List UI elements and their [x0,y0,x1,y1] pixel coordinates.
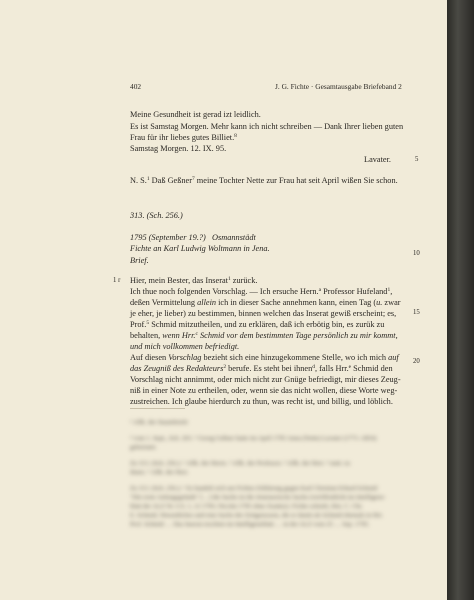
running-title: J. G. Fichte · Gesamtausgabe Briefeband 2 [275,82,402,91]
body-line: Hier, mein Bester, das Inserat$^1$ zurück. [130,276,258,285]
body-line: zustreichen. Ich glaube hierdurch zu thun, was recht ist, und billig, und löblich. [130,397,393,406]
footnote: ihnen. ⁵ Aflk. der Herr. [130,469,189,476]
footnote-rule [130,408,185,409]
footnote: Zu 313. (Sch. 256.): ¹ Aflk. der Herrn. ² Aflk. der Professor. ³ Aflk. der Herr. ⁴ statt: zu [130,460,351,467]
body-line: das Zeugniß des Redakteurs$^2$ berufe. Es steht bei ihnen$^d$, falls Hrr.$^e$ Schmid den [130,364,393,373]
letter-date: 1795 (September 19.?) Osmannstädt [130,233,256,242]
line-number: 10 [413,250,420,257]
letter-line: Samstag Morgen. 12. IX. 95. [130,144,227,153]
letter-line: Frau für ihr liebes gutes Billiet.$^8$ [130,133,237,142]
letter-number: 313. (Sch. 256.) [130,211,183,220]
body-line: Prof.$^5$ Schmid mitzutheilen, und zu erklären, daß ich erbötig bin, es zurük zu [130,320,385,329]
body-line: deßen Vermittelung allein ich in dieser Sache annehmen kann, einen Tag (u. zwar [130,298,401,307]
folio-marker: 1 r [113,277,121,284]
body-line: und mich vollkommen befriedigt. [130,342,240,351]
footnote: "Die erste Anfangsgründe" […] die Sache ist die Jenenserische Sache (veröffentlicht im Intelligenz- [130,494,386,501]
footnote: ² vom 1. Sept., Sch. 203. ³ Georg Geßner hatte im April 1795 Anna (Nette) Lavater (1771–1854) [130,435,377,442]
footnote: blatt der ALZ Nr. 6 S. 1, 12 1795; Nicolai 1795 ohne Zusätze). Fichte schrieb, Hrn. C. Chr. [130,503,363,510]
postscript: N. S.$^1$ Daß Geßner$^7$ meine Tochter Nette zur Frau hat seit April wißen Sie schon. [130,176,398,185]
body-line: Vorschlag nicht annimmt, oder mich nicht zur Gnüge befriedigt, mir dieses Zeug- [130,375,401,384]
book-gutter [447,0,474,600]
page-number: 402 [130,82,142,91]
footnote: geheiratet. [130,444,157,451]
footnote: Prof. Schmid … Das Inserat erschien im Intelligenzblatt … in der ALZ vom 25 … Sep. 1795. [130,521,370,528]
footnote: Zu 313. (Sch. 256.): ¹ Es handelt sich um Fichtes Erklärung gegen Karl Christian Erhard Schmid [130,485,378,492]
letter-type: Brief. [130,256,149,265]
body-line: Ich thue noch folgenden Vorschlag. — Ich ersuche Hern.$^a$ Professor Hufeland$^1$, [130,287,393,296]
line-number: 15 [413,309,420,316]
footnote: E. Schmid, Wesentliches und eine Sache der Zeitgenossen, die er damit als Schmid ehemals in Hrr. [130,512,383,519]
line-number: 20 [413,358,420,365]
body-line: Auf diesen Vorschlag bezieht sich eine hinzugekommene Stelle, wo ich mich auf [130,353,399,362]
letter-addressee: Fichte an Karl Ludwig Woltmann in Jena. [130,244,270,253]
letter-line: Es ist Samstag Morgen. Mehr kann ich nicht schreiben — Dank Ihrer lieben guten [130,122,404,131]
body-line: behalten, wenn Hrr.$^c$ Schmid vor dem bestimmten Tage persönlich zu mir kommt, [130,331,398,340]
footnote: ¹ Aflk. der Staatsbriefe [130,419,188,426]
signature: Lavater. [364,155,391,164]
body-line: niß in einer Note zu ertheilen, oder, wenn sie das nicht wollen, diese Worte weg- [130,386,398,395]
line-number: 5 [415,156,419,163]
body-line: je eher, je lieber) zu bestimmen, binnen welchen das Inserat gewiß erscheint; es, [130,309,397,318]
letter-line: Meine Gesundheit ist gerad izt leidlich. [130,110,261,119]
